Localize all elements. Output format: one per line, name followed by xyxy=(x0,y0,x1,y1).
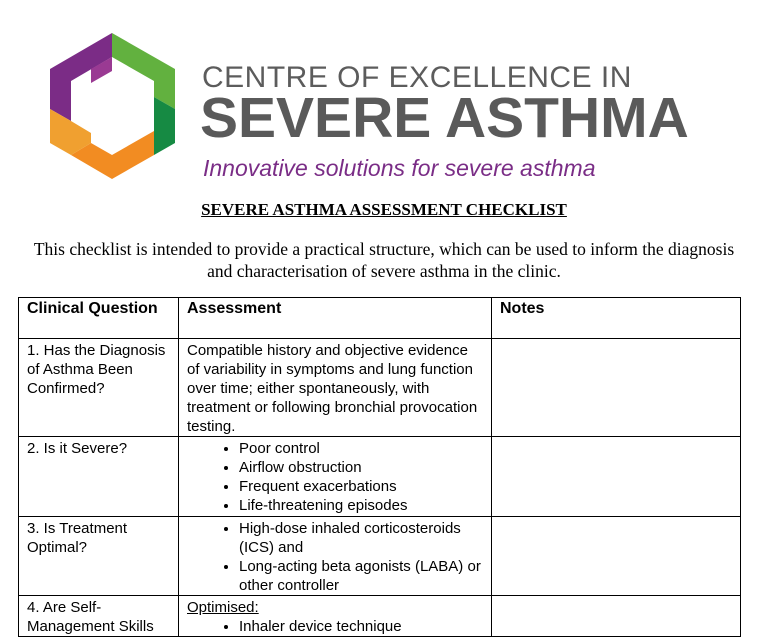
intro-paragraph: This checklist is intended to provide a practical structure, which can be used to inform the diagnosis and characterisation of severe asthma in the clinic. xyxy=(33,239,735,281)
list-item: • Poor control xyxy=(239,439,483,458)
assessment-cell xyxy=(179,517,492,596)
brand-tagline: Innovative solutions for severe asthma xyxy=(203,155,596,181)
assessment-bullet-list xyxy=(187,617,483,636)
notes-cell xyxy=(492,517,741,596)
assessment-cell xyxy=(179,596,492,637)
list-item: • Long-acting beta agonists (LABA) or other controller xyxy=(239,557,483,595)
document-title: SEVERE ASTHMA ASSESSMENT CHECKLIST xyxy=(201,200,567,219)
list-item: • High-dose inhaled corticosteroids (ICS) and xyxy=(239,519,483,557)
table-row xyxy=(19,339,741,437)
list-item: • Frequent exacerbations xyxy=(239,477,483,496)
list-item: • Airflow obstruction xyxy=(239,458,483,477)
question-cell: 3. Is Treatment Optimal? xyxy=(19,517,179,596)
table-header-row xyxy=(19,298,741,339)
header-clinical-question: Clinical Question xyxy=(19,298,179,339)
assessment-cell xyxy=(179,437,492,517)
assessment-heading: Optimised: xyxy=(187,599,259,616)
table-row xyxy=(19,596,741,637)
notes-cell xyxy=(492,339,741,437)
assessment-bullet-list xyxy=(187,439,483,515)
table-row xyxy=(19,517,741,596)
notes-cell xyxy=(492,596,741,637)
question-cell: 4. Are Self-Management Skills xyxy=(19,596,179,637)
list-item: • Life-threatening episodes xyxy=(239,496,483,515)
centre-logo-icon xyxy=(45,33,180,179)
header-assessment: Assessment xyxy=(179,298,492,339)
question-cell: 1. Has the Diagnosis of Asthma Been Confirmed? xyxy=(19,339,179,437)
assessment-table xyxy=(18,297,741,637)
brand-line-1: CENTRE OF EXCELLENCE IN xyxy=(202,61,632,94)
table-row xyxy=(19,437,741,517)
assessment-bullet-list xyxy=(187,519,483,595)
header-notes: Notes xyxy=(492,298,741,339)
assessment-cell: Compatible history and objective evidence of variability in symptoms and lung function over time; either spontaneously, with treatment or following bronchial provocation testing. xyxy=(179,339,492,437)
list-item: • Inhaler device technique xyxy=(239,617,483,636)
brand-line-2: SEVERE ASTHMA xyxy=(200,86,689,150)
question-cell: 2. Is it Severe? xyxy=(19,437,179,517)
notes-cell xyxy=(492,437,741,517)
